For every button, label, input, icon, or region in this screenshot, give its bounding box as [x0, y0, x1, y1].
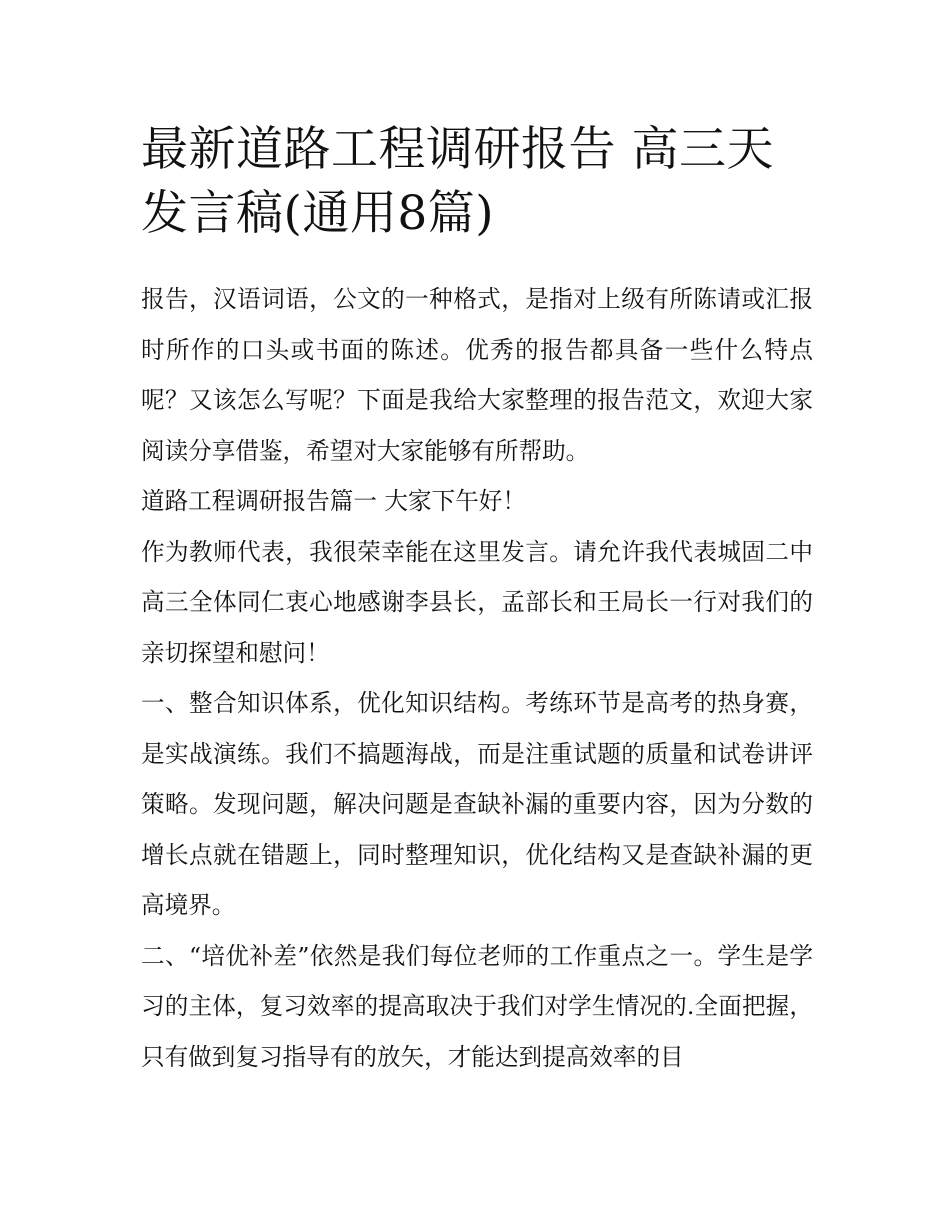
- paragraph-point-one: 一、整合知识体系，优化知识结构。考练环节是高考的热身赛，是实战演练。我们不搞题海战，而是注重试题的质量和试卷讲评策略。发现问题，解决问题是查缺补漏的重要内容，因为分数的增长点就在错题上，同时整理知识，优化结构又是查缺补漏的更高境界。: [141, 689, 813, 919]
- document-title: [141, 118, 813, 246]
- paragraph-intro: 报告，汉语词语，公文的一种格式，是指对上级有所陈请或汇报时所作的口头或书面的陈述。优秀的报告都具备一些什么特点呢？又该怎么写呢？下面是我给大家整理的报告范文，欢迎大家阅读分享借鉴，希望对大家能够有所帮助。: [141, 285, 813, 465]
- document-body: [141, 274, 813, 1082]
- paragraph-opening: 作为教师代表，我很荣幸能在这里发言。请允许我代表城固二中高三全体同仁衷心地感谢李县长，孟部长和王局长一行对我们的亲切探望和慰问！: [141, 537, 813, 667]
- document-content: [141, 118, 813, 1082]
- paragraph-section-heading: 道路工程调研报告篇一 大家下午好！: [141, 487, 526, 515]
- document-title-line-1: 最新道路工程调研报告 高三天: [141, 122, 774, 177]
- document-title-line-2: 发言稿(通用8篇): [141, 186, 495, 241]
- paragraph-point-two: 二、“培优补差”依然是我们每位老师的工作重点之一。学生是学习的主体，复习效率的提高取决于我们对学生情况的.全面把握，只有做到复习指导有的放矢，才能达到提高效率的目: [141, 941, 813, 1071]
